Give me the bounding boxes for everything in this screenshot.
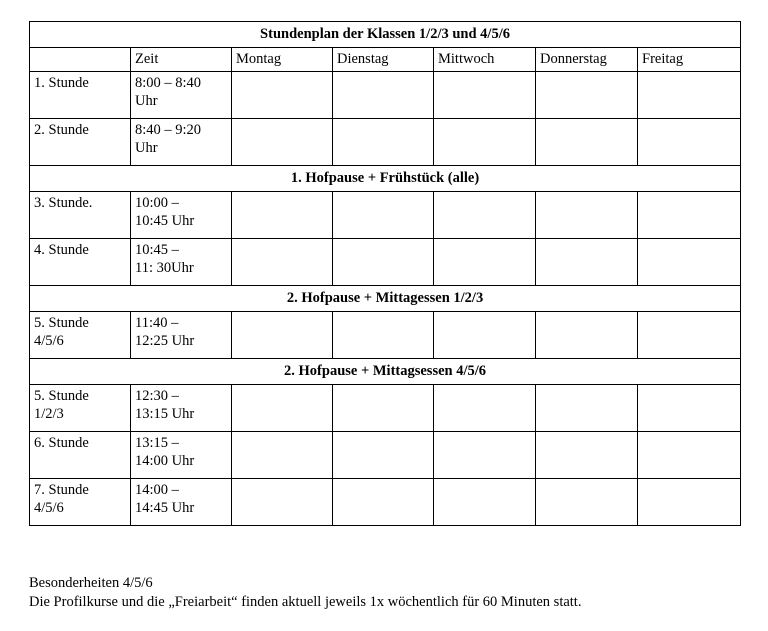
header-cell-monday: Montag	[232, 48, 333, 72]
lesson-time-text: 14:00 Uhr	[135, 453, 195, 469]
lesson-label-classes: 1/2/3	[34, 406, 64, 422]
notes-section	[29, 574, 581, 612]
lesson-time-text: 8:40 – 9:20	[135, 122, 202, 138]
break-row	[30, 359, 741, 385]
schedule-cell	[536, 312, 638, 359]
schedule-cell	[536, 432, 638, 479]
schedule-cell	[638, 385, 741, 432]
schedule-cell	[434, 312, 536, 359]
timetable	[29, 21, 741, 526]
lesson-time-text: Uhr	[135, 93, 158, 109]
schedule-cell	[434, 119, 536, 166]
lesson-time-text: 10:00 –	[135, 195, 179, 211]
lesson-time-text: 14:00 –	[135, 482, 179, 498]
lesson-label-cell	[30, 312, 131, 359]
lesson-label: 1. Stunde	[34, 75, 89, 91]
lesson-time-text: 11: 30Uhr	[135, 260, 194, 276]
lesson-label: 6. Stunde	[34, 435, 89, 451]
lesson-label-cell	[30, 432, 131, 479]
lesson-time-cell	[131, 432, 232, 479]
lesson-row	[30, 385, 741, 432]
lesson-label-cell	[30, 479, 131, 526]
header-cell-wednesday: Mittwoch	[434, 48, 536, 72]
schedule-cell	[333, 432, 434, 479]
lesson-time-cell	[131, 385, 232, 432]
break-row	[30, 286, 741, 312]
lesson-row	[30, 239, 741, 286]
notes-text: Die Profilkurse und die „Freiarbeit“ finden aktuell jeweils 1x wöchentlich für 60 Minuten statt.	[29, 594, 582, 610]
lesson-time-cell	[131, 72, 232, 119]
timetable-body	[30, 22, 741, 526]
lesson-row	[30, 192, 741, 239]
schedule-cell	[434, 239, 536, 286]
schedule-cell	[536, 239, 638, 286]
lesson-time-text: Uhr	[135, 140, 158, 156]
lesson-label: 5. Stunde	[34, 388, 89, 404]
schedule-cell	[232, 239, 333, 286]
header-cell-tuesday: Dienstag	[333, 48, 434, 72]
lesson-label: 5. Stunde	[34, 315, 89, 331]
break-row	[30, 166, 741, 192]
lesson-time-text: 13:15 –	[135, 435, 179, 451]
schedule-cell	[536, 192, 638, 239]
lesson-time-text: 8:00 – 8:40	[135, 75, 202, 91]
lesson-label: 4. Stunde	[34, 242, 89, 258]
lesson-row	[30, 72, 741, 119]
timetable-title: Stundenplan der Klassen 1/2/3 und 4/5/6	[30, 22, 741, 48]
schedule-cell	[638, 119, 741, 166]
schedule-cell	[232, 192, 333, 239]
break-label: 1. Hofpause + Frühstück (alle)	[30, 166, 741, 192]
lesson-label-classes: 4/5/6	[34, 500, 64, 516]
lesson-label-cell	[30, 192, 131, 239]
header-cell-empty	[30, 48, 131, 72]
schedule-cell	[536, 385, 638, 432]
lesson-row	[30, 119, 741, 166]
lesson-label-cell	[30, 119, 131, 166]
schedule-cell	[232, 72, 333, 119]
schedule-cell	[638, 432, 741, 479]
schedule-cell	[638, 72, 741, 119]
lesson-label: 2. Stunde	[34, 122, 89, 138]
lesson-time-text: 10:45 Uhr	[135, 213, 195, 229]
lesson-time-text: 10:45 –	[135, 242, 179, 258]
schedule-cell	[232, 432, 333, 479]
lesson-row	[30, 312, 741, 359]
schedule-cell	[333, 312, 434, 359]
schedule-cell	[232, 119, 333, 166]
break-label: 2. Hofpause + Mittagsessen 4/5/6	[30, 359, 741, 385]
lesson-row	[30, 479, 741, 526]
lesson-time-cell	[131, 239, 232, 286]
lesson-label-classes: 4/5/6	[34, 333, 64, 349]
lesson-label-cell	[30, 239, 131, 286]
schedule-cell	[333, 192, 434, 239]
lesson-label: 7. Stunde	[34, 482, 89, 498]
header-cell-friday: Freitag	[638, 48, 741, 72]
lesson-label-cell	[30, 72, 131, 119]
schedule-cell	[536, 72, 638, 119]
header-cell-time: Zeit	[131, 48, 232, 72]
schedule-cell	[638, 239, 741, 286]
lesson-time-text: 12:25 Uhr	[135, 333, 195, 349]
lesson-time-text: 11:40 –	[135, 315, 179, 331]
timetable-title-row	[30, 22, 741, 48]
schedule-cell	[434, 72, 536, 119]
schedule-cell	[333, 385, 434, 432]
schedule-cell	[434, 385, 536, 432]
schedule-cell	[638, 312, 741, 359]
header-cell-thursday: Donnerstag	[536, 48, 638, 72]
lesson-time-text: 12:30 –	[135, 388, 179, 404]
schedule-cell	[232, 385, 333, 432]
schedule-cell	[434, 432, 536, 479]
schedule-cell	[333, 479, 434, 526]
schedule-cell	[232, 312, 333, 359]
notes-heading: Besonderheiten 4/5/6	[29, 575, 153, 591]
break-label: 2. Hofpause + Mittagessen 1/2/3	[30, 286, 741, 312]
schedule-cell	[333, 72, 434, 119]
schedule-cell	[333, 239, 434, 286]
lesson-label-cell	[30, 385, 131, 432]
schedule-cell	[638, 192, 741, 239]
lesson-time-cell	[131, 479, 232, 526]
lesson-row	[30, 432, 741, 479]
schedule-cell	[434, 192, 536, 239]
lesson-time-text: 14:45 Uhr	[135, 500, 195, 516]
lesson-time-cell	[131, 119, 232, 166]
schedule-cell	[638, 479, 741, 526]
schedule-cell	[232, 479, 333, 526]
lesson-time-cell	[131, 192, 232, 239]
header-row	[30, 48, 741, 72]
lesson-label: 3. Stunde.	[34, 195, 93, 211]
lesson-time-cell	[131, 312, 232, 359]
schedule-cell	[333, 119, 434, 166]
schedule-cell	[536, 479, 638, 526]
schedule-cell	[434, 479, 536, 526]
schedule-cell	[536, 119, 638, 166]
lesson-time-text: 13:15 Uhr	[135, 406, 195, 422]
